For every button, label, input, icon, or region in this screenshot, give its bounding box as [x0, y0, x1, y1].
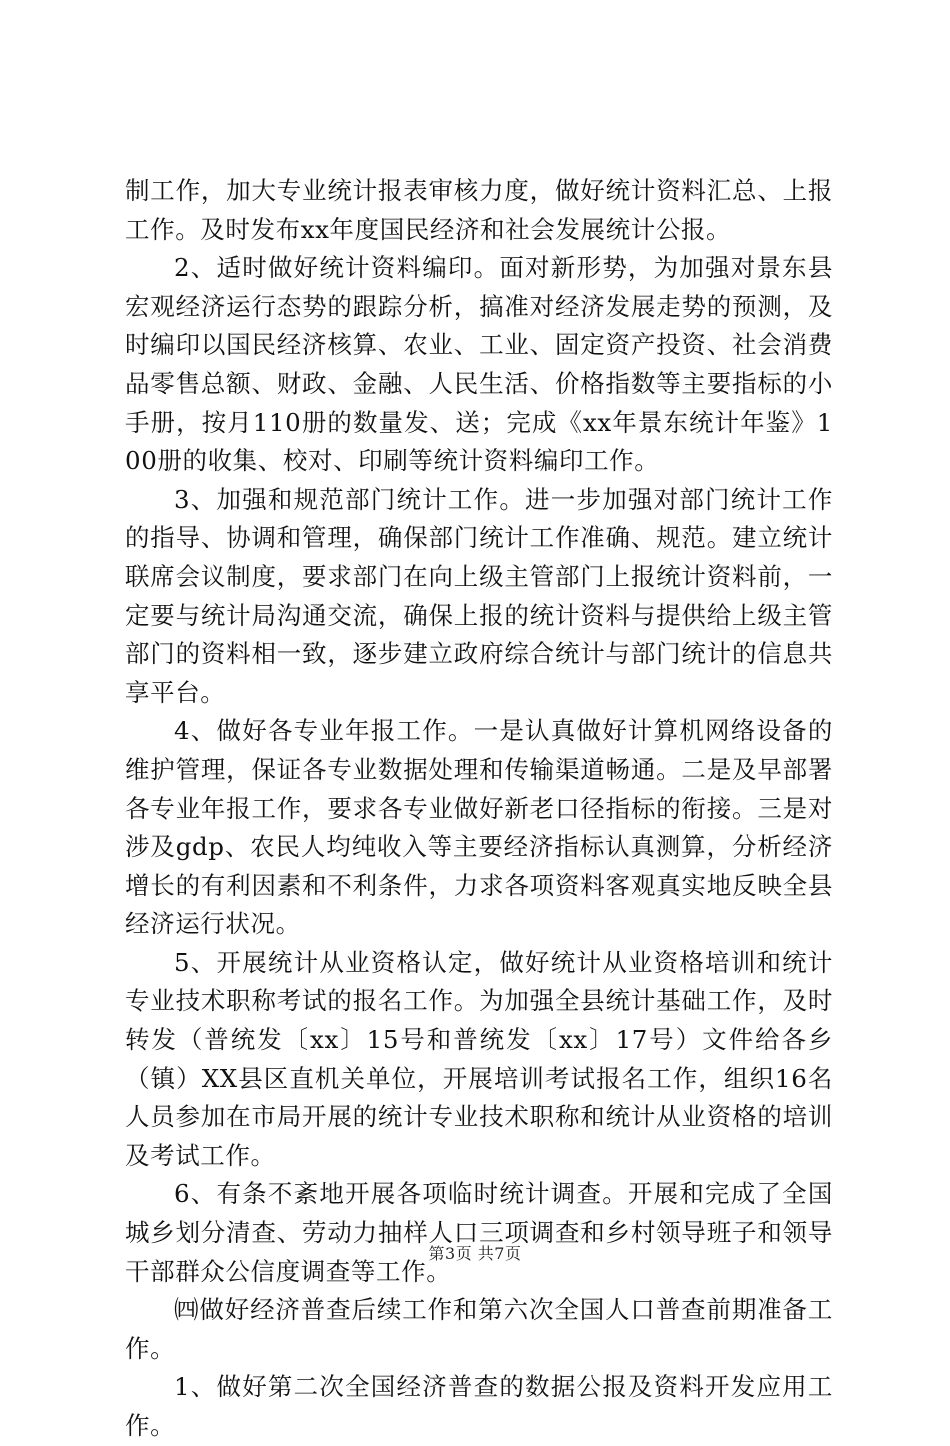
- paragraph-item-1: 1、做好第二次全国经济普查的数据公报及资料开发应用工作。: [125, 1372, 833, 1440]
- paragraph-item-5: 5、开展统计从业资格认定，做好统计从业资格培训和统计专业技术职称考试的报名工作。为加强全县统计基础工作，及时转发（普统发〔xx〕15号和普统发〔xx〕17号）文件给各乡（镇）XX县区直机关单位，开展培训考试报名工作，组织16名人员参加在市局开展的统计专业技术职称和统计从业资格的培训及考试工作。: [125, 947, 833, 1170]
- paragraph-item-6: 6、有条不紊地开展各项临时统计调查。开展和完成了全国城乡划分清查、劳动力抽样人口三项调查和乡村领导班子和领导干部群众公信度调查等工作。: [125, 1179, 833, 1286]
- page-number-footer: 第3页 共7页: [428, 1244, 522, 1263]
- paragraph-item-2: 2、适时做好统计资料编印。面对新形势，为加强对景东县宏观经济运行态势的跟踪分析，搞准对经济发展走势的预测，及时编印以国民经济核算、农业、工业、固定资产投资、社会消费品零售总额、财政、金融、人民生活、价格指数等主要指标的小手册，按月110册的数量发、送；完成《xx年景东统计年鉴》100册的收集、校对、印刷等统计资料编印工作。: [125, 253, 833, 476]
- paragraph-item-3: 3、加强和规范部门统计工作。进一步加强对部门统计工作的指导、协调和管理，确保部门统计工作准确、规范。建立统计联席会议制度，要求部门在向上级主管部门上报统计资料前，一定要与统计局沟通交流，确保上报的统计资料与提供给上级主管部门的资料相一致，逐步建立政府综合统计与部门统计的信息共享平台。: [125, 484, 833, 707]
- paragraph-continuation: 制工作，加大专业统计报表审核力度，做好统计资料汇总、上报工作。及时发布xx年度国民经济和社会发展统计公报。: [125, 176, 833, 244]
- paragraph-item-4: 4、做好各专业年报工作。一是认真做好计算机网络设备的维护管理，保证各专业数据处理和传输渠道畅通。二是及早部署各专业年报工作，要求各专业做好新老口径指标的衔接。三是对涉及gdp、农民人均纯收入等主要经济指标认真测算，分析经济增长的有利因素和不利条件，力求各项资料客观真实地反映全县经济运行状况。: [125, 716, 833, 939]
- section-heading-4: ㈣做好经济普查后续工作和第六次全国人口普查前期准备工作。: [125, 1295, 833, 1363]
